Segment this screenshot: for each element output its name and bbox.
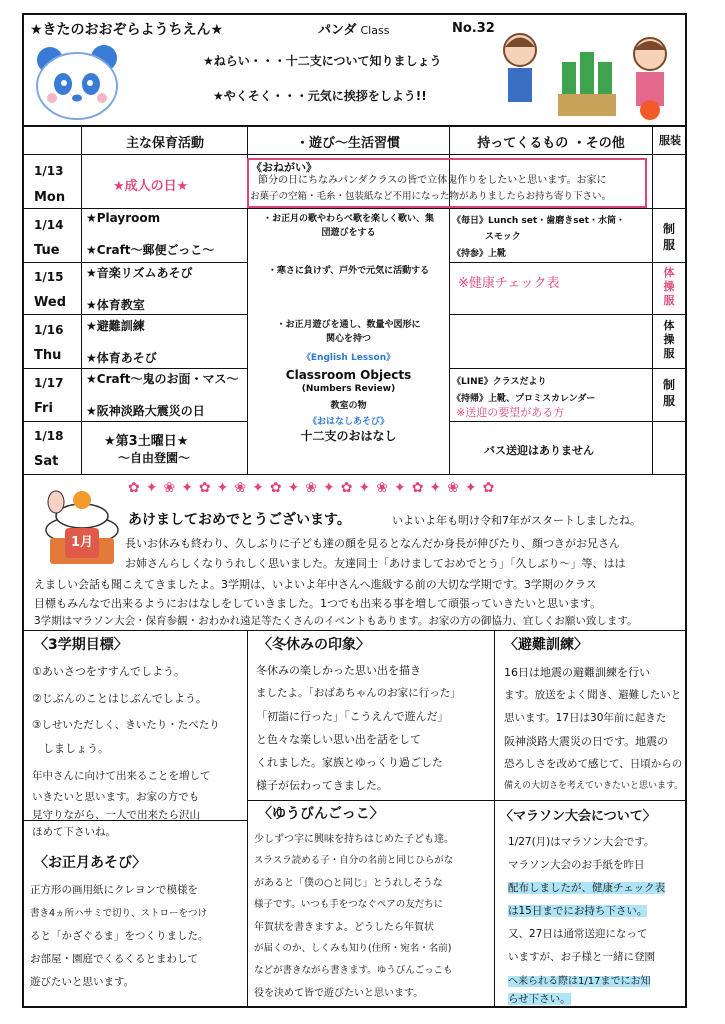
grid-line	[449, 368, 687, 369]
play-item	[250, 212, 447, 240]
marathon-text: 又、27日は通常送迎になって	[508, 928, 648, 940]
winter-text: と色々な楽しい思い出を話をして	[256, 733, 421, 746]
postoffice-text: 年賀状を書きますよ。どうしたら年賀状	[254, 922, 434, 933]
weekday-label: Tue	[34, 243, 60, 258]
postoffice-text: スラスラ読める子・自分の名前と同じひらがな	[254, 855, 454, 866]
marathon-highlight: 配布しましたが、健康チェック表	[508, 882, 666, 894]
marathon-highlight: らせ下さい。	[508, 993, 571, 1005]
issue-number: No.32	[452, 21, 495, 36]
section-divider	[247, 630, 248, 1008]
col-header-play: ・遊び～生活習慣	[295, 136, 400, 151]
grid-line	[22, 421, 247, 422]
request-line: お菓子の空箱・毛糸・包装紙など不用になった物がありましたらお持ち寄り下さい。	[250, 191, 612, 202]
date-label: 1/15	[34, 270, 64, 284]
uniform-tue: 制服	[663, 222, 676, 252]
drill-text: 恐ろしさを改めて感じて、日頃からの	[504, 758, 683, 770]
promise-text: ★やくそく・・・元気に挨拶をしよう!!	[213, 89, 427, 103]
newyear-text: 書き4ヵ所ハサミで切り、ストローをつけ	[30, 908, 208, 919]
section-divider	[22, 630, 687, 631]
english-title: 《English Lesson》	[301, 353, 396, 363]
postoffice-text: があると「僕の○と同じ」とうれしそうな	[254, 878, 443, 889]
activity-wed-2: ★体育教室	[86, 298, 145, 312]
aim-text: ★ねらい・・・十二支について知りましょう	[203, 54, 442, 68]
english-topic: Classroom Objects	[285, 368, 412, 382]
english-lesson	[250, 351, 447, 443]
marathon-highlight: は15日までにお持ち下さい。	[508, 905, 648, 917]
grid-line	[449, 421, 687, 422]
bring-bus: バス送迎はありません	[484, 444, 594, 457]
bring-everyday: 《毎日》Lunch set・歯磨きset・水筒・	[452, 216, 625, 226]
marathon-text: 1/27(月)はマラソン大会です。	[508, 836, 655, 848]
date-label: 1/18	[34, 429, 64, 443]
activity-thu-1: ★避難訓練	[86, 319, 145, 333]
winter-text: くれました。家族とゆっくり過ごした	[256, 756, 443, 769]
greeting-line: えましい会話も聞こえてきましたよ。3学期は、いよいよ年中さんへ進級する前の大切な学期です。3学期のクラス	[34, 578, 597, 591]
weekday-label: Wed	[34, 295, 66, 310]
section-divider	[494, 800, 495, 1008]
bring-take-home: 《持参》上靴	[452, 249, 507, 259]
marathon-title: 〈マラソン大会について〉	[500, 809, 656, 824]
activity-tue-2: ★Craft～郵便ごっこ～	[86, 243, 215, 257]
postoffice-text: が届くのか、しくみも知り(住所・宛名・名前)	[254, 943, 452, 954]
request-title: 《おねがい》	[251, 161, 317, 174]
marathon-text	[508, 903, 647, 918]
greeting-title: あけましておめでとうございます。	[128, 512, 351, 528]
col-header-bring: 持ってくるもの ・その他	[477, 136, 625, 151]
grid-line	[22, 474, 687, 475]
grid-line	[449, 314, 687, 315]
marathon-text: マラソン大会のお手紙を昨日	[508, 859, 645, 871]
school-name: ★きたのおおぞらようちえん★	[30, 22, 224, 38]
bring-take-back: 《持帰》上靴、プロミスカレンダー	[452, 394, 596, 404]
activity-fri-1: ★Craft～鬼のお面・マス～	[86, 372, 239, 386]
drill-text: 思います。17日は30年前に起きた	[504, 712, 667, 724]
newyear-text: ると「かざぐるま」をつくりました。	[30, 930, 209, 942]
class-name: パンダ	[318, 23, 357, 38]
uniform-wed: 体操服	[663, 266, 675, 307]
newyear-text: 正方形の画用紙にクレヨンで模様を	[30, 884, 198, 896]
story-title: 《おはなしあそび》	[307, 417, 390, 427]
play-text: ・お正月の歌やわらべ歌を楽しく歌い、集	[262, 214, 434, 224]
activity-sat-2: ～自由登園～	[118, 451, 191, 465]
goals-text: 見守りながら、一人で出来たら沢山	[32, 809, 200, 821]
date-label: 1/17	[34, 376, 64, 390]
goals-text: 年中さんに向けて出来ることを増して	[32, 770, 211, 782]
grid-line	[22, 368, 247, 369]
activity-wed-1: ★音楽リズムあそび	[86, 266, 193, 280]
activity-sat-1: ★第3土曜日★	[104, 434, 189, 449]
activity-thu-2: ★体育あそび	[86, 351, 157, 365]
newyear-title: 〈お正月あそび〉	[34, 855, 147, 871]
col-header-main: 主な保育活動	[125, 136, 204, 151]
uniform-thu: 体操服	[663, 319, 675, 360]
winter-text: 「初詣に行った」「こうえんで遊んだ」	[256, 710, 449, 723]
drill-text: 16日は地震の避難訓練を行い	[504, 666, 650, 679]
bring-smock: スモック	[485, 232, 521, 242]
bring-pickup-note: ※送迎の要望がある方	[456, 406, 565, 419]
section-divider	[247, 800, 687, 801]
weekday-label: Thu	[34, 348, 62, 363]
winter-text: 様子が伝わってきました。	[256, 779, 388, 792]
winter-title: 〈冬休みの印象〉	[258, 637, 370, 653]
greeting-line: 3学期はマラソン大会・保育参観・おわかれ遠足等たくさんのイベントもあります。お家の方の御協力、宜しくお願い致します。	[34, 615, 638, 627]
marathon-text	[508, 880, 665, 895]
grid-line	[22, 262, 247, 263]
play-text: 団遊びをする	[321, 228, 376, 238]
month-badge: 1月	[65, 528, 99, 558]
weekday-label: Fri	[34, 401, 53, 416]
play-text: ・お正月遊びを通し、数量や図形に	[276, 320, 421, 330]
winter-text: 冬休みの楽しかった思い出を描き	[256, 664, 421, 677]
weekday-label: Mon	[34, 190, 66, 205]
uniform-fri: 制服	[663, 378, 676, 408]
goal-item: しましょう。	[32, 742, 109, 755]
goals-text: ほめて下さいね。	[32, 826, 116, 838]
postoffice-text: 様子です。いつも手をつなぐペアの友だちに	[254, 899, 444, 910]
decorative-border: ✿✦❀✦✿✦❀✦✿✦❀✦✿✦❀✦✿✦❀✦✿	[128, 480, 501, 496]
date-label: 1/13	[34, 164, 64, 178]
marathon-highlight: へ来られる際は1/17までにお知	[508, 976, 651, 987]
bring-health-check: ※健康チェック表	[458, 276, 560, 291]
activity-tue-1: ★Playroom	[86, 211, 161, 225]
grid-line	[22, 208, 687, 209]
postoffice-text: などが書きながら書きます。ゆうびんごっこも	[254, 965, 453, 976]
greeting-line: 目標もみんなで出来るようにおはなしをしていきました。1つでも出来る事を増して頑張っていきたいと思います。	[34, 597, 602, 610]
english-japanese: 教室の物	[330, 401, 367, 411]
grid-line	[22, 154, 687, 155]
section-divider	[494, 630, 495, 800]
english-subtopic: (Numbers Review)	[301, 384, 396, 394]
date-label: 1/16	[34, 323, 64, 337]
postoffice-text: 役を決めて皆で遊びたいと思います。	[254, 988, 424, 999]
request-line: 節分の日にちなみパンダクラスの皆で立体鬼作りをしたいと思います。お家に	[258, 175, 607, 186]
drill-text: ます。放送をよく聞き、避難したいと	[504, 689, 682, 701]
date-label: 1/14	[34, 218, 64, 232]
class-word: Class	[360, 24, 390, 37]
play-item: ・寒さに負けず、戸外で元気に活動する	[267, 266, 430, 276]
marathon-text	[508, 972, 650, 987]
goals-title: 〈3学期目標〉	[34, 637, 128, 653]
drill-text: 阪神淡路大震災の日です。地震の	[504, 735, 669, 748]
goal-item: ②じぶんのことはじぶんでしよう。	[32, 692, 207, 705]
marathon-text	[508, 991, 571, 1006]
play-text: 関心を持つ	[325, 334, 371, 344]
marathon-text: いますが、お子様と一緒に登園	[508, 951, 655, 963]
greeting-line: 長いお休みも終わり、久しぶりに子ども達の顔を見るとなんだか身長が伸びたり、顔つきがお兄さん	[125, 537, 620, 550]
postoffice-text: 少しずつ字に興味を持ちはじめた子ども達。	[254, 834, 454, 845]
story-text: 十二支のおはなし	[300, 429, 397, 443]
postoffice-title: 〈ゆうびんごっこ〉	[258, 806, 384, 822]
grid-line	[22, 314, 247, 315]
newyear-text: お部屋・園庭でくるくるとまわして	[30, 953, 198, 965]
winter-text: ましたよ。「おばあちゃんのお家に行った」	[256, 687, 461, 699]
play-item	[250, 318, 447, 346]
goal-item: ①あいさつをすすんでしよう。	[32, 665, 185, 678]
goal-item: ③しせいただしく、きいたり・たべたり	[32, 719, 220, 731]
greeting-title-tail: いよいよ年も明け令和7年がスタートしましたね。	[392, 514, 641, 527]
drill-title: 〈避難訓練〉	[504, 637, 588, 653]
weekday-label: Sat	[34, 454, 59, 469]
activity-mon: ★成人の日★	[113, 179, 189, 194]
col-header-uniform: 服装	[659, 134, 681, 147]
activity-fri-2: ★阪神淡路大震災の日	[86, 404, 205, 418]
bring-line: 《LINE》クラスだより	[452, 377, 547, 387]
greeting-line: お姉さんらしくなりうれしく思いました。友達同士「あけましておめでとう」「久しぶり～」等、はは	[125, 557, 626, 570]
drill-text: 備えの大切さを考えていきたいと思います。	[504, 781, 684, 791]
newyear-text: 遊びたいと思います。	[30, 976, 135, 988]
grid-line	[449, 262, 687, 263]
goals-text: いきたいと思います。お家の方でも	[32, 791, 200, 803]
